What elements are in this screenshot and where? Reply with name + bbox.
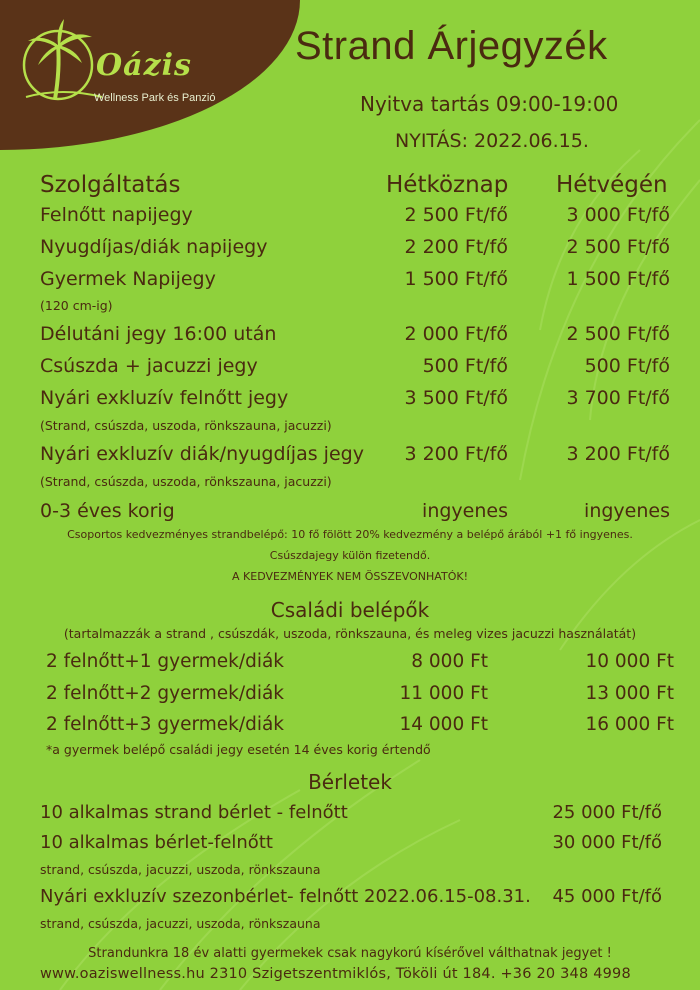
service-name: 0-3 éves korig: [40, 500, 175, 522]
weekday-price: 1 500 Ft/fő: [404, 268, 508, 290]
weekday-price: 3 500 Ft/fő: [404, 387, 508, 409]
pass-name: Nyári exkluzív szezonbérlet- felnőtt 2022.06.15-08.31.: [40, 886, 531, 907]
pass-row: [40, 886, 662, 910]
weekday-price: 2 500 Ft/fő: [404, 204, 508, 226]
service-name: Gyermek Napijegy: [40, 268, 216, 290]
logo-subtitle: Wellness Park és Panzió: [94, 92, 216, 104]
family-row: [46, 651, 674, 675]
pass-row: [40, 802, 662, 826]
passes-section-title: Bérletek: [308, 770, 392, 794]
price-row: [40, 204, 670, 228]
pass-name: 10 alkalmas strand bérlet - felnőtt: [40, 802, 348, 823]
service-note: (120 cm-ig): [40, 298, 113, 313]
page-title: Strand Árjegyzék: [295, 24, 608, 68]
pass-note: strand, csúszda, jacuzzi, uszoda, rönkszauna: [40, 916, 321, 931]
price-row: [40, 387, 670, 411]
family-row: [46, 714, 674, 738]
pass-price: 45 000 Ft/fő: [552, 886, 662, 907]
price-row: [40, 355, 670, 379]
family-footnote: *a gyermek belépő családi jegy esetén 14 éves korig értendő: [46, 742, 431, 757]
weekday-price: 2 200 Ft/fő: [404, 236, 508, 258]
family-weekend-price: 16 000 Ft: [585, 714, 674, 735]
family-weekend-price: 13 000 Ft: [585, 683, 674, 704]
family-weekend-price: 10 000 Ft: [585, 651, 674, 672]
price-row: [40, 500, 670, 524]
service-name: Nyári exkluzív felnőtt jegy: [40, 387, 289, 409]
service-note: (Strand, csúszda, uszoda, rönkszauna, jacuzzi): [40, 474, 332, 489]
pass-name: 10 alkalmas bérlet-felnőtt: [40, 832, 273, 853]
family-weekday-price: 11 000 Ft: [399, 683, 488, 704]
service-name: Délutáni jegy 16:00 után: [40, 323, 277, 345]
family-row: [46, 683, 674, 707]
pass-price: 30 000 Ft/fő: [552, 832, 662, 853]
weekday-price: ingyenes: [422, 500, 508, 522]
weekend-price: 2 500 Ft/fő: [566, 236, 670, 258]
family-name: 2 felnőtt+1 gyermek/diák: [46, 651, 285, 672]
weekend-price: 3 700 Ft/fő: [566, 387, 670, 409]
price-row: [40, 236, 670, 260]
weekend-price: ingyenes: [584, 500, 670, 522]
logo-name: Oázis: [96, 48, 192, 83]
opening-hours: Nyitva tartás 09:00-19:00: [360, 92, 619, 116]
weekend-price: 3 000 Ft/fő: [566, 204, 670, 226]
service-note: (Strand, csúszda, uszoda, rönkszauna, jacuzzi): [40, 418, 332, 433]
price-row: [40, 443, 670, 467]
family-name: 2 felnőtt+3 gyermek/diák: [46, 714, 285, 735]
family-name: 2 felnőtt+2 gyermek/diák: [46, 683, 285, 704]
pass-row: [40, 832, 662, 856]
weekday-price: 2 000 Ft/fő: [404, 323, 508, 345]
price-row: [40, 323, 670, 347]
weekend-price: 500 Ft/fő: [584, 355, 670, 377]
family-weekday-price: 14 000 Ft: [399, 714, 488, 735]
weekday-price: 3 200 Ft/fő: [404, 443, 508, 465]
service-name: Nyugdíjas/diák napijegy: [40, 236, 268, 258]
header-weekend: Hétvégén: [556, 172, 668, 198]
header-service: Szolgáltatás: [40, 172, 181, 198]
family-weekday-price: 8 000 Ft: [411, 651, 488, 672]
service-name: Nyári exkluzív diák/nyugdíjas jegy: [40, 443, 364, 465]
group-discount-note: Csoportos kedvezményes strandbelépő: 10 fő fölött 20% kedvezmény a belépő árából +1 fő ingyenes.: [67, 528, 633, 541]
discount-warning: A KEDVEZMÉNYEK NEM ÖSSZEVONHATÓK!: [232, 570, 468, 583]
price-row: [40, 268, 670, 292]
weekday-price: 500 Ft/fő: [422, 355, 508, 377]
slide-ticket-note: Csúszdajegy külön fizetendő.: [269, 549, 431, 562]
opening-date: NYITÁS: 2022.06.15.: [395, 130, 589, 152]
contact-info: www.oaziswellness.hu 2310 Szigetszentmiklós, Tököli út 184. +36 20 348 4998: [40, 966, 631, 982]
weekend-price: 1 500 Ft/fő: [566, 268, 670, 290]
pass-note: strand, csúszda, jacuzzi, uszoda, rönkszauna: [40, 862, 321, 877]
service-name: Csúszda + jacuzzi jegy: [40, 355, 258, 377]
pass-price: 25 000 Ft/fő: [552, 802, 662, 823]
age-notice: Strandunkra 18 év alatti gyermekek csak nagykorú kísérővel válthatnak jegyet !: [88, 946, 612, 961]
service-name: Felnőtt napijegy: [40, 204, 193, 226]
family-section-title: Családi belépők: [270, 598, 430, 622]
palm-tree-icon: [22, 15, 102, 105]
header-weekday: Hétköznap: [386, 172, 509, 198]
family-subtitle: (tartalmazzák a strand , csúszdák, uszoda, rönkszauna, és meleg vizes jacuzzi használatát): [63, 626, 637, 641]
weekend-price: 3 200 Ft/fő: [566, 443, 670, 465]
weekend-price: 2 500 Ft/fő: [566, 323, 670, 345]
